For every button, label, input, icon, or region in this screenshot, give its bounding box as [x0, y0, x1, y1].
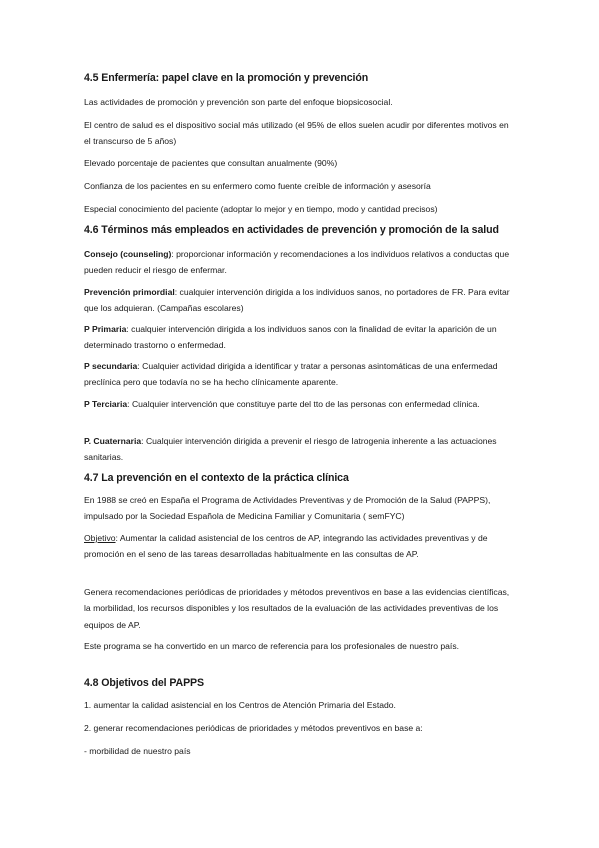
term-text: : Cualquier intervención que constituye parte del tto de las personas con enfermedad clínica. — [127, 399, 480, 409]
paragraph: Este programa se ha convertido en un marco de referencia para los profesionales de nuestro país. — [84, 641, 459, 651]
term-label: Consejo (counseling) — [84, 249, 172, 259]
list-item: - morbilidad de nuestro país — [84, 746, 191, 756]
term-label: P. Cuaternaria — [84, 436, 142, 446]
paragraph: Elevado porcentaje de pacientes que consultan anualmente (90%) — [84, 158, 338, 168]
section-heading-4-6: 4.6 Términos más empleados en actividades de prevención y promoción de la salud — [84, 224, 499, 236]
term-label: P Terciaria — [84, 399, 128, 409]
objective-paragraph — [84, 530, 516, 563]
term-definition — [84, 321, 516, 354]
term-definition — [84, 396, 516, 412]
term-label: P secundaria — [84, 361, 138, 371]
term-text: : Cualquier intervención dirigida a prevenir el riesgo de Iatrogenia inherente a las actuaciones sanitarias. — [84, 436, 497, 463]
section-heading-4-5: 4.5 Enfermería: papel clave en la promoción y prevención — [84, 72, 369, 84]
term-definition — [84, 284, 516, 317]
paragraph: El centro de salud es el dispositivo social más utilizado (el 95% de ellos suelen acudir por diferentes motivos en el transcurso de 5 años) — [84, 120, 509, 147]
paragraph: Genera recomendaciones periódicas de prioridades y métodos preventivos en base a las evidencias científicas, la morbilidad, los recursos disponibles y los resultados de la evaluación de las actividades preventivas de los equipos de AP. — [84, 587, 510, 630]
term-text: : cualquier intervención dirigida a los individuos sanos con la finalidad de evitar la aparición de un determinado trastorno o enfermedad. — [84, 324, 497, 351]
section-heading-4-8: 4.8 Objetivos del PAPPS — [84, 677, 204, 689]
paragraph: En 1988 se creó en España el Programa de Actividades Preventivas y de Promoción de la Salud (PAPPS), impulsado por la Sociedad Española de Medicina Familiar y Comunitaria ( semFYC) — [84, 495, 491, 522]
list-item: 1. aumentar la calidad asistencial en los Centros de Atención Primaria del Estado. — [84, 700, 396, 710]
term-label: Prevención primordial — [84, 287, 175, 297]
term-text: : proporcionar información y recomendaciones a los individuos relativos a conductas que pueden reducir el riesgo de enfermar. — [84, 249, 510, 276]
paragraph: Especial conocimiento del paciente (adoptar lo mejor y en tiempo, modo y cantidad precisos) — [84, 204, 438, 214]
term-definition — [84, 358, 516, 391]
objective-label: Objetivo — [84, 533, 116, 543]
section-heading-4-7: 4.7 La prevención en el contexto de la práctica clínica — [84, 472, 349, 484]
paragraph: Las actividades de promoción y prevención son parte del enfoque biopsicosocial. — [84, 97, 393, 107]
list-item: 2. generar recomendaciones periódicas de prioridades y métodos preventivos en base a: — [84, 723, 423, 733]
term-definition — [84, 246, 516, 279]
paragraph: Confianza de los pacientes en su enfermero como fuente creíble de información y asesoría — [84, 181, 431, 191]
term-definition — [84, 433, 516, 466]
term-text: : Cualquier actividad dirigida a identificar y tratar a personas asintomáticas de una enfermedad preclínica pero que todavía no se ha hecho clínicamente aparente. — [84, 361, 498, 388]
term-label: P Primaria — [84, 324, 127, 334]
term-text: : cualquier intervención dirigida a los individuos sanos, no portadores de FR. Para evitar que los adquieran. (Campañas escolares) — [84, 287, 510, 314]
objective-text: : Aumentar la calidad asistencial de los centros de AP, integrando las actividades preventivas y de promoción en el seno de las tareas desarrolladas habitualmente en las consultas de AP. — [84, 533, 488, 560]
